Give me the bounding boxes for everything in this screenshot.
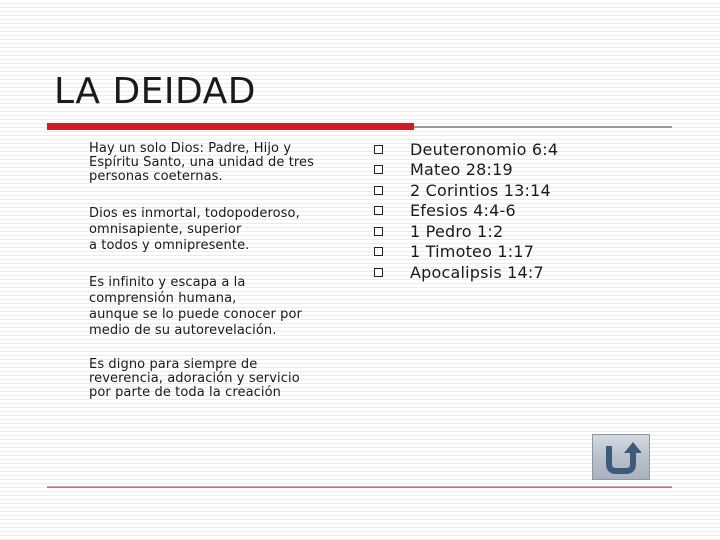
slide-title: LA DEIDAD bbox=[54, 71, 256, 112]
reference-text: Mateo 28:19 bbox=[410, 160, 513, 180]
reference-text: 1 Pedro 1:2 bbox=[410, 221, 504, 241]
doctrine-paragraph-1: Hay un solo Dios: Padre, Hijo y Espíritu Santo, una unidad de tres personas coeternas. bbox=[89, 141, 315, 184]
return-button[interactable] bbox=[592, 434, 650, 480]
title-accent-bar bbox=[47, 123, 414, 130]
reference-item bbox=[374, 201, 558, 222]
square-bullet-icon bbox=[374, 186, 383, 195]
bible-reference-list bbox=[374, 139, 558, 283]
doctrine-paragraph-3: Es infinito y escapa a la comprensión humana, aunque se lo puede conocer por medio de su autorevelación. bbox=[89, 275, 303, 338]
reference-text: Deuteronomio 6:4 bbox=[410, 139, 559, 159]
reference-item bbox=[374, 262, 558, 283]
reference-text: 1 Timoteo 1:17 bbox=[410, 242, 535, 262]
doctrine-paragraph-4: Es digno para siempre de reverencia, adoración y servicio por parte de toda la creación bbox=[89, 357, 300, 400]
square-bullet-icon bbox=[374, 227, 383, 236]
square-bullet-icon bbox=[374, 165, 383, 174]
reference-item bbox=[374, 180, 558, 201]
doctrine-paragraph-2: Dios es inmortal, todopoderoso, omnisapiente, superior a todos y omnipresente. bbox=[89, 206, 300, 253]
reference-item bbox=[374, 139, 558, 160]
return-arrow-icon bbox=[601, 438, 641, 476]
reference-text: Efesios 4:4-6 bbox=[410, 201, 516, 221]
reference-text: Apocalipsis 14:7 bbox=[410, 262, 544, 282]
reference-text: 2 Corintios 13:14 bbox=[410, 180, 551, 200]
reference-item bbox=[374, 242, 558, 263]
reference-item bbox=[374, 221, 558, 242]
square-bullet-icon bbox=[374, 206, 383, 215]
square-bullet-icon bbox=[374, 145, 383, 154]
square-bullet-icon bbox=[374, 247, 383, 256]
reference-item bbox=[374, 160, 558, 181]
square-bullet-icon bbox=[374, 268, 383, 277]
footer-accent-line bbox=[47, 487, 672, 488]
